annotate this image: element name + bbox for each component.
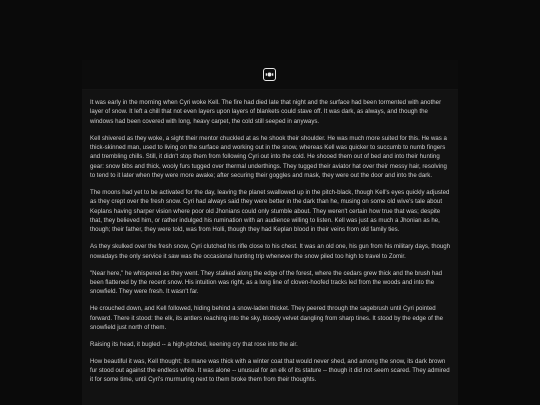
story-paragraph: Kell shivered as they woke, a sight their mentor chuckled at as he shook their shoulder. He was much more suited for this. He was a thick-skinned man, used to living on the surface and working out in the snow, whereas Kell was quicker to succumb to numb fingers and trembling chills. Still, it didn't stop them from following Cyri out into the cold. He shooed them out of bed and into their hunting gear: snow bibs and thick, wooly furs tugged over thermal underthings. They tugged their aviator hat over their messy hair, resolving to tend to it later when they were more awake; after securing their goggles and mask, they were out the door and into the dark. [90, 134, 447, 179]
logo-glyph-icon [265, 70, 274, 79]
story-paragraph: How beautiful it was, Kell thought; its mane was thick with a winter coat that would never shed, and among the snow, its dark brown fur stood out against the endless white. It was alone -- unusual for an elk of its stature -- though it did not seem scared. They admired it for some time, until Cyri's murmuring next to them broke them from their thoughts. [90, 357, 450, 384]
story-paragraph: The moons had yet to be activated for the day, leaving the planet swallowed up in the pitch-black, though Kell's eyes quickly adjusted as they crept over the fresh snow. Cyri had always said they were better in the dark than he, musing on some old wive's tale about Keplans having sharper vision where poor old Jhonians could only stumble about. They weren't certain how true that was; despite that, they believed him, or rather indulged his rumination with an audience willing to listen. Kell was just as much a Jhonian as he, though; their father, they were told, was from Holli, though they had Keplan blood in their veins from old family ties. [90, 188, 450, 234]
story-text-container [82, 90, 458, 405]
top-empty-area [0, 0, 540, 60]
story-paragraph: As they skulked over the fresh snow, Cyri clutched his rifle close to his chest. It was an old one, his gun from his military days, though nowadays the only service it saw was the occasional hunting trip whenever the snow piled too high to travel to Zomir. [90, 243, 451, 260]
story-paragraph: It was early in the morning when Cyri woke Kell. The fire had died late that night and the surface had been tormented with another layer of snow. It left a chill that not even layers upon layers of blankets could stave off. It was dark, as always, and though the windows had been covered with long, heavy carpet, the cold still seeped in anyways. [90, 99, 442, 125]
story-site-logo-icon[interactable] [263, 68, 276, 81]
story-paragraph: He crouched down, and Kell followed, hiding behind a snow-laden thicket. They peered through the sagebrush until Cyri pointed forward. There it stood: the elk, its antlers reaching into the sky, bloody velvet dangling from sharp tines. It stood by the edge of the snowfield just north of them. [90, 305, 444, 331]
story-paragraph: "Near here," he whispered as they went. They stalked along the edge of the forest, where the cedars grew thick and the brush had been flattened by the recent snow. His intuition was right, as a long line of cloven-hoofed tracks led from the woods and into the snowfield. They were fresh. It wasn't far. [90, 269, 443, 296]
story-paragraph: Raising its head, it bugled -- a high-pitched, keening cry that rose into the air. [90, 340, 298, 348]
